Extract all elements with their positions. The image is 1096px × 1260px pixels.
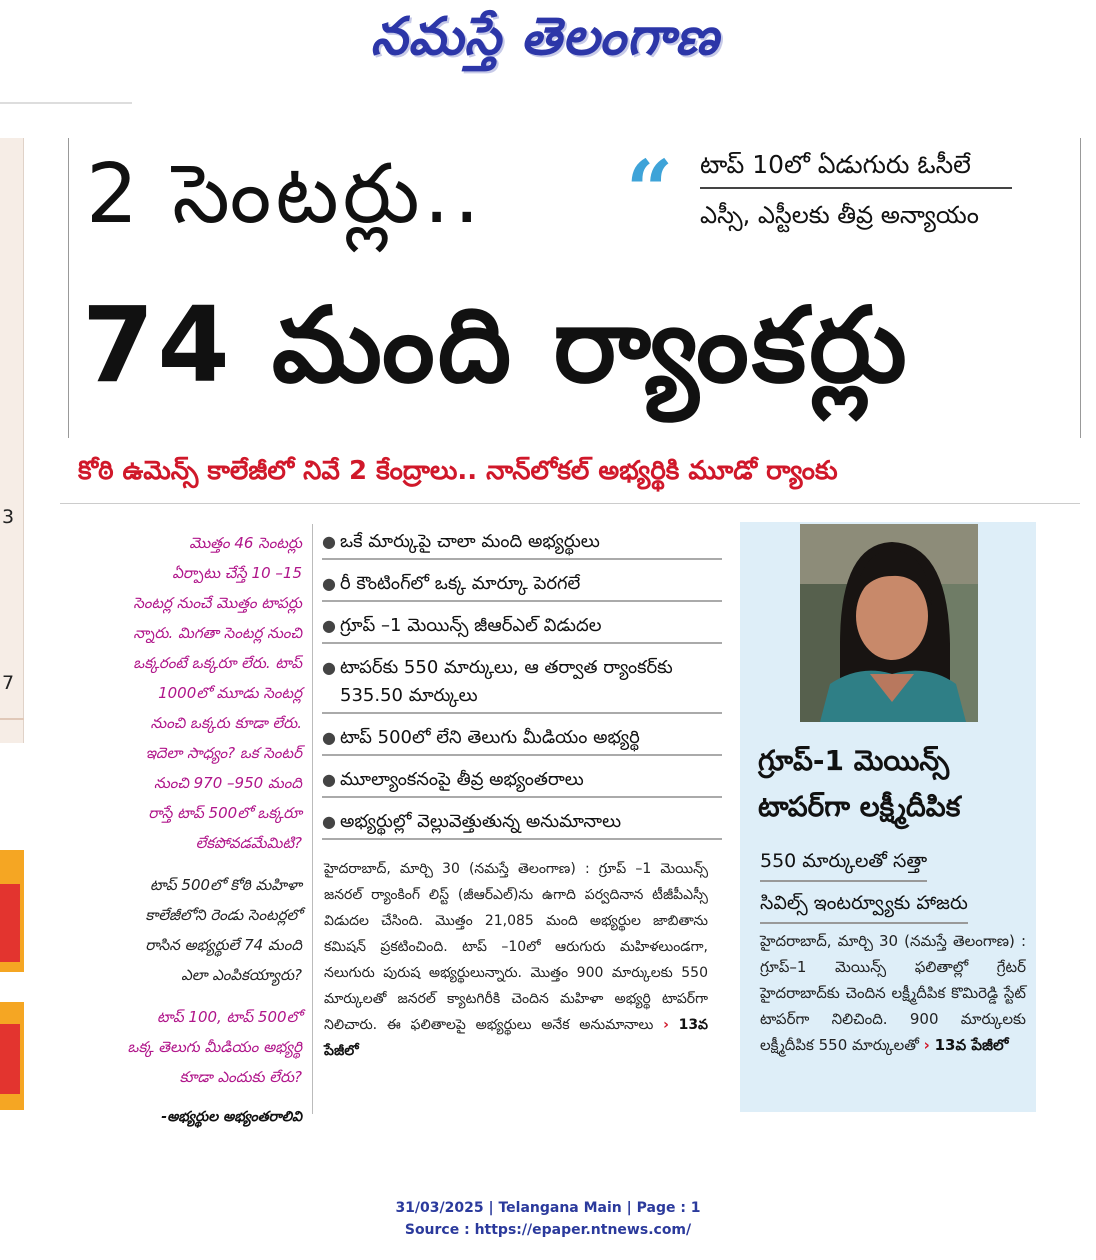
bullet-icon: ● (322, 658, 336, 677)
headline-line-1: 2 సెంటర్లు.. (86, 147, 484, 242)
strip-number-3: 3 (2, 506, 15, 528)
headline-frame-right (1080, 138, 1081, 438)
bullet-item: ● రీ కౌంటింగ్‌లో ఒక్క మార్కూ పెరగలే (322, 566, 722, 602)
objection-line: 1000లో మూడు సెంటర్ల (158, 684, 302, 702)
left-page-strip (0, 138, 24, 743)
objection-line: టాప్ 500లో కోఠి మహిళా (150, 876, 302, 894)
bullet-list (322, 524, 722, 846)
bullet-item: ● టాప్ 500లో లేని తెలుగు మీడియం అభ్యర్థి (322, 720, 722, 756)
chevron-right-icon: › (663, 1017, 669, 1033)
strip-number-7: 7 (2, 672, 15, 694)
objection-line: ఇదెలా సాధ్యం? ఒక సెంటర్ (145, 744, 302, 762)
article-body-text: హైదరాబాద్, మార్చి 30 (నమస్తే తెలంగాణ) : గ్రూప్ –1 మెయిన్స్ జనరల్ ర్యాంకింగ్ లిస్ట్ (జీఆర్ఎల్)ను ఉగాది పర్వదినాన టీజీపీఎస్సీ విడుదల చేసింది. మొత్తం 21,085 మంది అభ్యర్థుల జాబితాను కమిషన్ ప్రకటించింది. టాప్ –10లో ఆరుగురు మహిళలుండగా, నలుగురు పురుష అభ్యర్థులున్నారు. మొత్తం 900 మార్కులకు 550 మార్కులతో జనరల్ క్యాటగిరీకి చెందిన మహిళా అభ్యర్థి టాపర్‌గా నిలిచారు. ఈ ఫలితాలపై అభ్యర్థులు అనేక అనుమానాలు (324, 861, 708, 1033)
objection-line: నుంచి ఒక్కరు కూడా లేరు. (150, 714, 302, 732)
bullet-item: ● ఒకే మార్కుపై చాలా మంది అభ్యర్థులు (322, 524, 722, 560)
objection-line: నుంచి 970 –950 మంది (154, 774, 302, 792)
objection-line: ఏర్పాటు చేస్తే 10 –15 (172, 564, 302, 582)
objection-line: టాప్ 100, టాప్ 500లో (157, 1008, 302, 1026)
topper-photo (800, 524, 978, 722)
objection-line: కూడా ఎందుకు లేరు? (179, 1068, 302, 1086)
panel-subtitle-line-2: సివిల్స్ ఇంటర్వ్యూకు హాజరు (760, 886, 968, 924)
panel-subtitle-line-1: 550 మార్కులతో సత్తా (760, 844, 927, 882)
panel-subtitle (760, 844, 1020, 928)
bullet-icon: ● (322, 728, 336, 747)
panel-continued-reference[interactable]: 13వ పేజీలో (934, 1036, 1009, 1054)
objection-line: రాస్తే టాప్ 500లో ఒక్కరూ (148, 804, 302, 822)
continued-reference[interactable]: 13వ పేజీలో (324, 1017, 709, 1059)
bullet-item: ● టాపర్‌కు 550 మార్కులు, ఆ తర్వాత ర్యాంకర్‌కు 535.50 మార్కులు (322, 650, 722, 714)
section-rule (60, 503, 1080, 504)
bullet-item: ● మూల్యాంకనంపై తీవ్ర అభ్యంతరాలు (322, 762, 722, 798)
column-divider (312, 524, 313, 1114)
red-subheadline: కోఠి ఉమెన్స్ కాలేజీలో నివే 2 కేంద్రాలు.. నాన్‌లోకల్ అభ్యర్థికి మూడో ర్యాంకు (78, 456, 838, 486)
objection-line: ఒక్క తెలుగు మీడియం అభ్యర్థి (127, 1038, 302, 1056)
objection-line: సెంటర్ల నుంచే మొత్తం టాపర్లు (133, 594, 302, 612)
panel-title (758, 738, 1028, 834)
bullet-item: ● గ్రూప్ –1 మెయిన్స్ జీఆర్ఎల్ విడుదల (322, 608, 722, 644)
article-body (324, 856, 708, 1064)
objection-line: న్నారు. మిగతా సెంటర్ల నుంచి (133, 624, 302, 642)
quote-icon: “ (626, 143, 674, 239)
headline-subtitle-1: టాప్ 10లో ఏడుగురు ఓసీలే (700, 150, 971, 179)
headline-line-2: 74 మంది ర్యాంకర్లు (82, 284, 910, 406)
bullet-icon: ● (322, 812, 336, 831)
objection-line: ఒక్కరంటే ఒక్కరూ లేరు. టాప్ (133, 654, 302, 672)
chevron-right-icon: › (923, 1036, 930, 1054)
bullet-icon: ● (322, 574, 336, 593)
objections-signature: -అభ్యర్థుల అభ్యంతరాలివి (161, 1109, 302, 1125)
objection-line: కాలేజీలోని రెండు సెంటర్లలో (145, 906, 302, 924)
subtitle-rule (700, 187, 1012, 189)
panel-body-text: హైదరాబాద్, మార్చి 30 (నమస్తే తెలంగాణ) : గ్రూప్–1 మెయిన్స్ ఫలితాల్లో గ్రేటర్ హైదరాబాద్‌కు చెందిన లక్ష్మీదీపిక కొమిరెడ్డి స్టేట్ టాపర్‌గా నిలిచింది. 900 మార్కులకు లక్ష్మీదీపిక 550 మార్కులతో (760, 932, 1026, 1054)
objection-line: ఎలా ఎంపికయ్యారు? (181, 966, 302, 984)
footer-source-link[interactable]: Source : https://epaper.ntnews.com/ (404, 1222, 692, 1238)
left-ad-strip (0, 762, 24, 1110)
objection-line: మొత్తం 46 సెంటర్లు (189, 534, 302, 552)
bullet-item: ● అభ్యర్థుల్లో వెల్లువెత్తుతున్న అనుమానాలు (322, 804, 722, 840)
objections-column (80, 528, 302, 1132)
panel-body (760, 928, 1026, 1058)
masthead-title: నమస్తే తెలంగాణ (370, 6, 720, 67)
strip-divider (0, 718, 24, 720)
objection-line: రాసిన అభ్యర్థులే 74 మంది (145, 936, 302, 954)
objection-line: లేకపోవడమేమిటి? (195, 834, 302, 852)
bullet-icon: ● (322, 616, 336, 635)
headline-subtitle-2: ఎస్సీ, ఎస్టీలకు తీవ్ర అన్యాయం (700, 201, 979, 229)
topper-portrait-image (800, 524, 978, 722)
panel-title-line-1: గ్రూప్-1 మెయిన్స్ (758, 744, 950, 777)
masthead-rule (0, 102, 132, 104)
bullet-icon: ● (322, 770, 336, 789)
bullet-icon: ● (322, 532, 336, 551)
footer-edition-info: 31/03/2025 | Telangana Main | Page : 1 (395, 1200, 701, 1216)
headline-frame-left (68, 138, 69, 438)
panel-title-line-2: టాపర్‌గా లక్ష్మీదీపిక (758, 790, 961, 823)
